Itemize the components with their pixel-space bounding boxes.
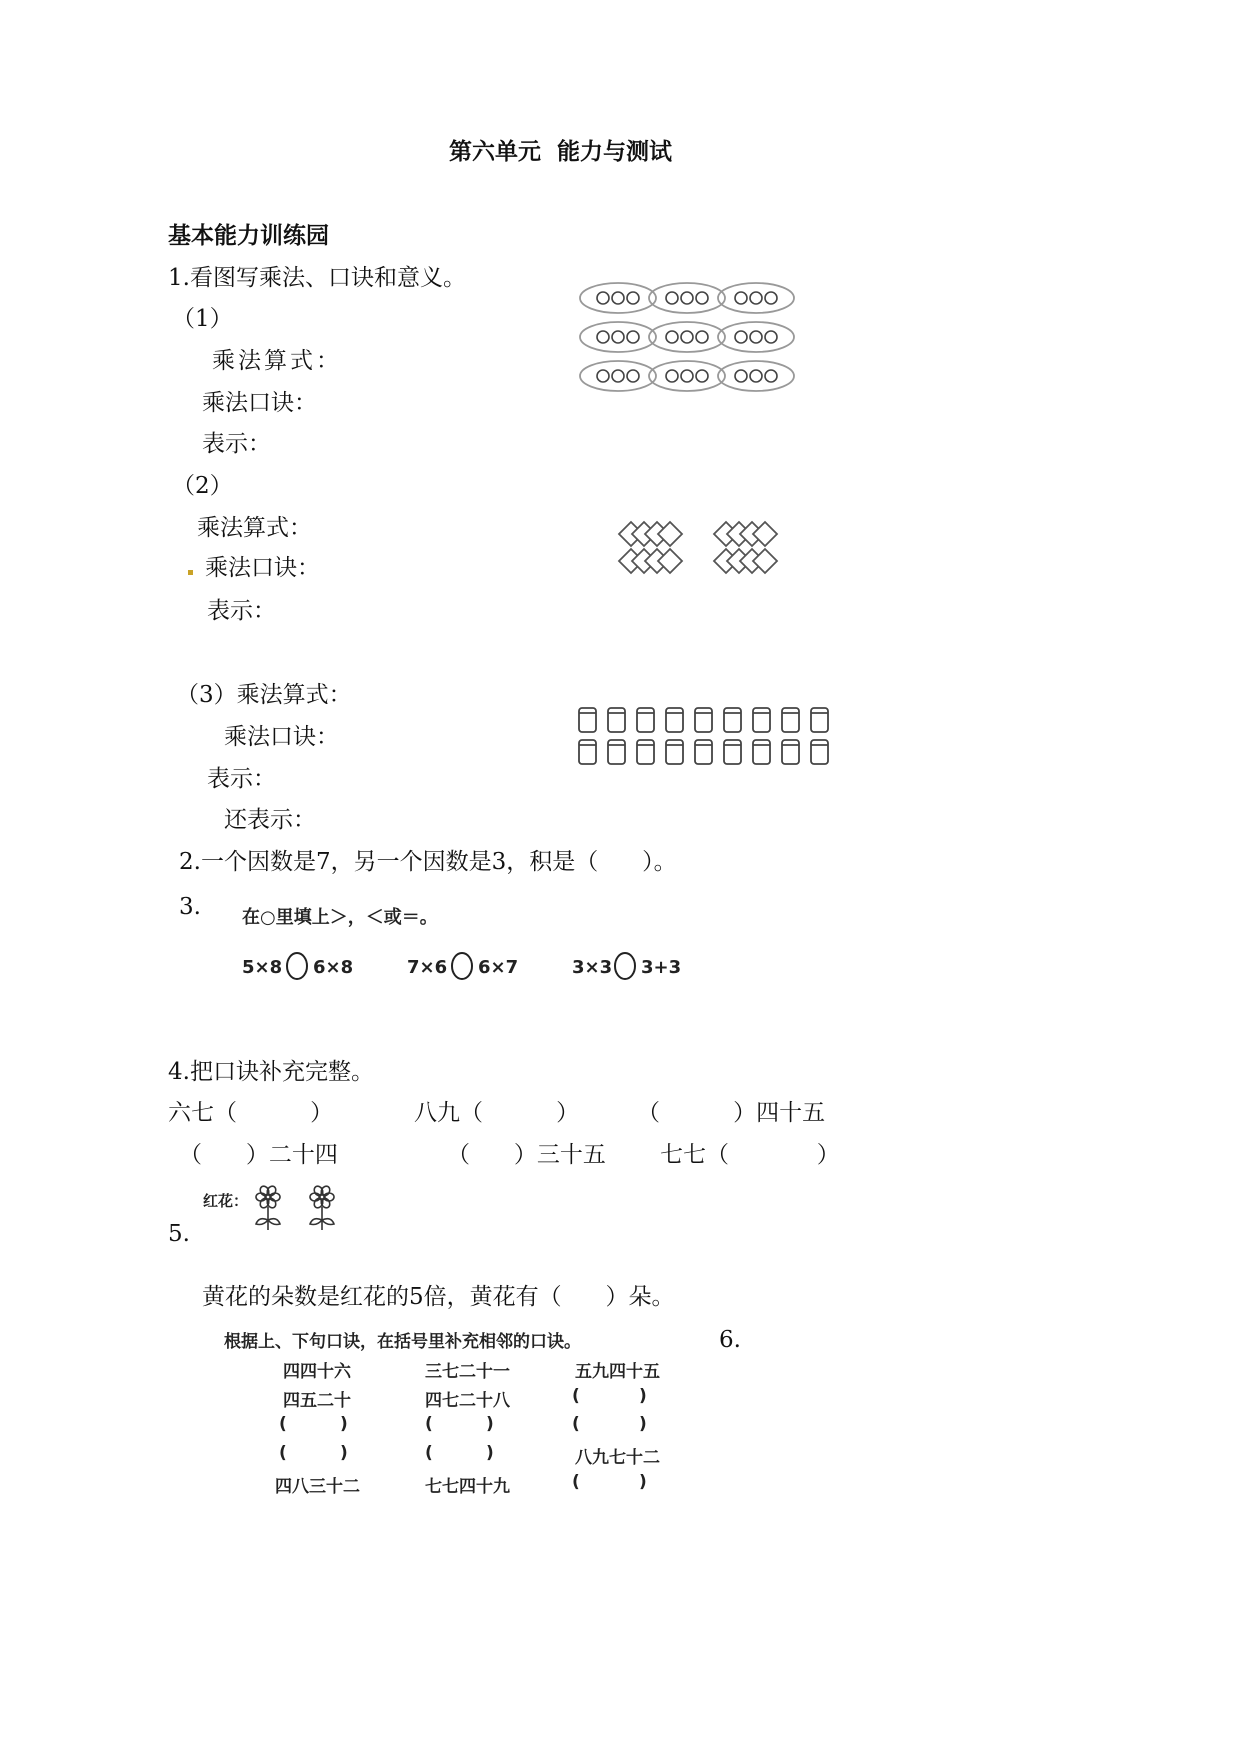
dot-mark	[597, 292, 609, 304]
dot-mark	[696, 370, 708, 382]
dot-mark	[696, 331, 708, 343]
q3-item-2-left: 7×6	[407, 957, 448, 978]
dot-mark	[681, 370, 693, 382]
cylinder-mark	[753, 708, 770, 732]
q6-col3-row5: ( )	[572, 1472, 647, 1492]
leaf	[256, 1219, 268, 1225]
cylinder-mark	[666, 740, 683, 764]
dot-mark	[627, 292, 639, 304]
q3-item-2-right: 6×7	[478, 957, 519, 978]
cylinder-mark	[579, 708, 596, 732]
cylinder-mark	[695, 708, 712, 732]
q1-part1-label: （1）	[172, 306, 233, 332]
oval-group	[718, 361, 794, 391]
section-heading: 基本能力训练园	[168, 223, 329, 249]
q1-figure-cylinders	[576, 704, 846, 768]
cylinder-mark	[811, 740, 828, 764]
q3-blank-circle-2[interactable]	[450, 951, 474, 981]
q4-row1-item2: 八九（ ）	[414, 1100, 580, 1126]
q1-part1-rhyme: 乘法口诀：	[202, 390, 317, 416]
page-title: 第六单元 能力与测试	[449, 139, 673, 165]
q1-part3-rhyme: 乘法口诀：	[224, 724, 339, 750]
q6-instruction: 根据上、下句口诀，在括号里补充相邻的口诀。	[224, 1332, 581, 1352]
q4-row1-item3: （ ）四十五	[637, 1100, 826, 1126]
cylinder-mark	[724, 740, 741, 764]
q4-row1-item1: 六七（ ）	[168, 1100, 334, 1126]
q6-number: 6.	[719, 1327, 741, 1353]
q3-number: 3.	[179, 894, 201, 920]
q3-item-1-right: 6×8	[313, 957, 354, 978]
q3-blank-circle-3[interactable]	[613, 951, 637, 981]
dot-mark	[750, 370, 762, 382]
cylinder-mark	[724, 708, 741, 732]
q1-figure-ovals	[580, 280, 810, 395]
dot-mark	[735, 292, 747, 304]
cylinder-mark	[782, 740, 799, 764]
q1-stem: 1.看图写乘法、口诀和意义。	[168, 265, 466, 291]
q4-row2-item1: （ ）二十四	[179, 1142, 338, 1168]
oval-group	[580, 322, 656, 352]
leaf	[310, 1219, 322, 1225]
dot-mark	[597, 331, 609, 343]
cylinder-mark	[695, 740, 712, 764]
q6-col2-row2: 四七二十八	[425, 1391, 510, 1411]
dot-mark	[612, 331, 624, 343]
leaf	[322, 1219, 334, 1225]
q1-part3-meaning-2: 还表示：	[224, 807, 316, 833]
q6-col3-row4: 八九七十二	[575, 1448, 660, 1468]
q3-instruction: 在○里填上＞，＜或＝。	[242, 907, 438, 928]
oval-group	[718, 322, 794, 352]
q1-part2-meaning: 表示：	[207, 598, 276, 624]
q6-col2-row4: ( )	[425, 1443, 494, 1463]
cylinder-mark	[637, 708, 654, 732]
dot-mark	[666, 370, 678, 382]
q6-col1-row3: ( )	[279, 1414, 348, 1434]
dot-mark	[765, 370, 777, 382]
dot-mark	[696, 292, 708, 304]
q4-row2-item3: 七七（ ）	[660, 1142, 840, 1168]
q3-blank-circle-1[interactable]	[285, 951, 309, 981]
q1-part1-meaning: 表示：	[202, 431, 271, 457]
cylinder-mark	[782, 708, 799, 732]
q6-col2-row3: ( )	[425, 1414, 494, 1434]
dot-mark	[612, 370, 624, 382]
dot-mark	[681, 331, 693, 343]
q1-part3-formula: （3）乘法算式：	[176, 682, 352, 708]
stray-mark	[188, 570, 193, 575]
oval-group	[649, 322, 725, 352]
q6-col1-row2: 四五二十	[283, 1391, 351, 1411]
cylinder-mark	[811, 708, 828, 732]
oval-group	[580, 361, 656, 391]
cylinder-mark	[637, 740, 654, 764]
q6-col3-row1: 五九四十五	[575, 1362, 660, 1382]
q6-col2-row5: 七七四十九	[425, 1477, 510, 1497]
dot-mark	[666, 331, 678, 343]
cylinder-mark	[666, 708, 683, 732]
dot-mark	[627, 370, 639, 382]
dot-mark	[750, 292, 762, 304]
q1-figure-diamonds	[615, 518, 785, 582]
dot-mark	[765, 292, 777, 304]
q6-col3-row2: ( )	[572, 1386, 647, 1406]
oval-group	[649, 283, 725, 313]
q6-col1-row1: 四四十六	[283, 1362, 351, 1382]
cylinder-mark	[579, 740, 596, 764]
q1-part2-rhyme: 乘法口诀：	[205, 555, 320, 581]
q5-text: 黄花的朵数是红花的5倍，黄花有（ ）朵。	[202, 1284, 675, 1310]
q6-col3-row3: ( )	[572, 1414, 647, 1434]
q6-col1-row5: 四八三十二	[275, 1477, 360, 1497]
dot-mark	[666, 292, 678, 304]
q6-col2-row1: 三七二十一	[425, 1362, 510, 1382]
q5-red-flower-label: 红花：	[203, 1192, 249, 1210]
q1-part1-formula: 乘法算式：	[212, 348, 342, 374]
cylinder-mark	[753, 740, 770, 764]
dot-mark	[750, 331, 762, 343]
cylinder-mark	[608, 708, 625, 732]
q1-part3-meaning: 表示：	[207, 766, 276, 792]
q1-part2-label: （2）	[172, 473, 233, 499]
leaf	[268, 1219, 280, 1225]
q2-text: 2.一个因数是7，另一个因数是3，积是（ ）。	[179, 849, 677, 875]
q5-number: 5.	[168, 1221, 190, 1247]
cylinder-mark	[608, 740, 625, 764]
oval-group	[580, 283, 656, 313]
dot-mark	[735, 331, 747, 343]
dot-mark	[627, 331, 639, 343]
q3-item-3-left: 3×3	[572, 957, 613, 978]
q3-item-3-right: 3+3	[641, 957, 682, 978]
dot-mark	[681, 292, 693, 304]
oval-group	[718, 283, 794, 313]
q1-part2-formula: 乘法算式：	[197, 515, 312, 541]
q6-col1-row4: ( )	[279, 1443, 348, 1463]
oval-group	[649, 361, 725, 391]
dot-mark	[765, 331, 777, 343]
q4-stem: 4.把口诀补充完整。	[168, 1059, 374, 1085]
dot-mark	[597, 370, 609, 382]
dot-mark	[735, 370, 747, 382]
flower-icon	[250, 1184, 340, 1234]
q4-row2-item2: （ ）三十五	[447, 1142, 606, 1168]
dot-mark	[612, 292, 624, 304]
q3-item-1-left: 5×8	[242, 957, 283, 978]
